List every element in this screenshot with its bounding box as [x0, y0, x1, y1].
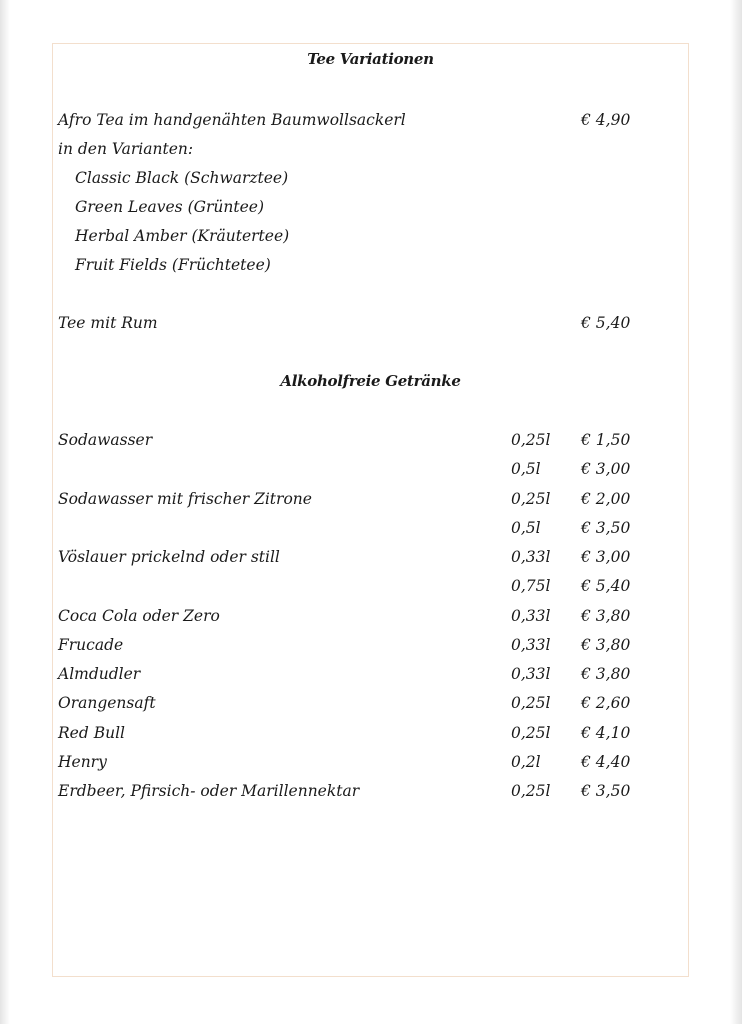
tea-rum-name: Tee mit Rum	[58, 314, 158, 332]
tea-variant: Fruit Fields (Früchtetee)	[75, 256, 271, 274]
drink-price: € 5,40	[581, 577, 631, 595]
drink-price: € 3,80	[581, 636, 631, 654]
drink-price: € 1,50	[581, 431, 631, 449]
drink-volume: 0,33l	[511, 607, 551, 625]
drink-price: € 3,50	[581, 782, 631, 800]
afro-tea-price: € 4,90	[581, 111, 631, 129]
drink-price: € 4,10	[581, 724, 631, 742]
drink-name: Frucade	[58, 636, 124, 654]
drink-price: € 3,50	[581, 519, 631, 537]
drink-volume: 0,25l	[511, 724, 551, 742]
drink-volume: 0,2l	[511, 753, 541, 771]
drink-volume: 0,75l	[511, 577, 551, 595]
drink-name: Sodawasser	[58, 431, 153, 449]
drink-name: Erdbeer, Pfirsich- oder Marillennektar	[58, 782, 360, 800]
drink-price: € 4,40	[581, 753, 631, 771]
drink-name: Coca Cola oder Zero	[58, 607, 220, 625]
drink-volume: 0,25l	[511, 782, 551, 800]
tea-section-title: Tee Variationen	[307, 50, 434, 68]
drink-name: Sodawasser mit frischer Zitrone	[58, 490, 312, 508]
drink-price: € 3,80	[581, 607, 631, 625]
afro-tea-variants-label: in den Varianten:	[58, 140, 194, 158]
drink-price: € 3,00	[581, 548, 631, 566]
drink-volume: 0,5l	[511, 519, 541, 537]
tea-rum-price: € 5,40	[581, 314, 631, 332]
page-edge-left	[0, 0, 10, 1024]
drink-price: € 3,80	[581, 665, 631, 683]
tea-variant: Classic Black (Schwarztee)	[75, 169, 289, 187]
drink-volume: 0,25l	[511, 431, 551, 449]
drink-volume: 0,33l	[511, 665, 551, 683]
drink-volume: 0,33l	[511, 548, 551, 566]
drink-volume: 0,25l	[511, 490, 551, 508]
soft-drinks-section-title: Alkoholfreie Getränke	[280, 372, 461, 390]
tea-variant: Herbal Amber (Kräutertee)	[75, 227, 290, 245]
tea-variant: Green Leaves (Grüntee)	[75, 198, 264, 216]
drink-name: Orangensaft	[58, 694, 156, 712]
page-edge-right	[730, 0, 742, 1024]
drink-name: Henry	[58, 753, 107, 771]
drink-price: € 2,60	[581, 694, 631, 712]
drink-price: € 3,00	[581, 460, 631, 478]
drink-price: € 2,00	[581, 490, 631, 508]
drink-volume: 0,5l	[511, 460, 541, 478]
drink-name: Vöslauer prickelnd oder still	[58, 548, 280, 566]
drink-volume: 0,25l	[511, 694, 551, 712]
drink-name: Almdudler	[58, 665, 141, 683]
drink-name: Red Bull	[58, 724, 125, 742]
afro-tea-name: Afro Tea im handgenähten Baumwollsackerl	[58, 111, 406, 129]
drink-volume: 0,33l	[511, 636, 551, 654]
